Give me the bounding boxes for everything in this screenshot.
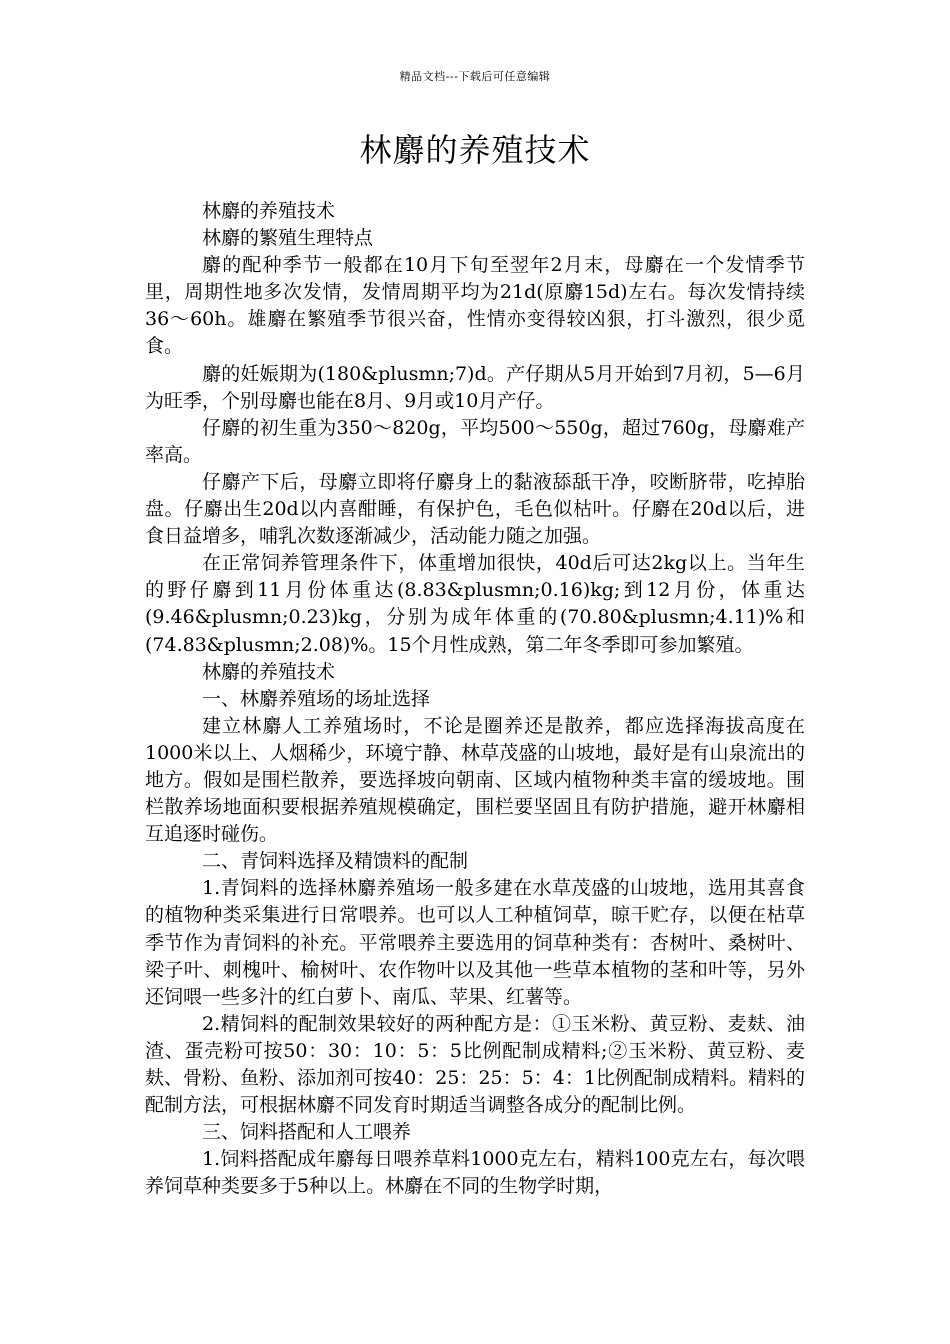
paragraph: 在正常饲养管理条件下，体重增加很快，40d后可达2kg以上。当年生的野仔麝到11月份体重达(8.83&plusmn;0.16)kg;到12月份，体重达(9.46&plusmn;0.23)kg，分别为成年体重的(70.80&plusmn;4.11)%和(74.83&plusmn;2.08)%。15个月性成熟，第二年冬季即可参加繁殖。 — [145, 552, 805, 656]
page-header: 精品文档---下载后可任意编辑 — [399, 70, 551, 83]
paragraph: 麝的配种季节一般都在10月下旬至翌年2月末，母麝在一个发情季节里，周期性地多次发情，发情周期平均为21d(原麝15d)左右。每次发情持续36～60h。雄麝在繁殖季节很兴奋，性情亦变得较凶狠，打斗激烈，很少觅食。 — [145, 254, 805, 358]
document-title: 林麝的养殖技术 — [359, 131, 591, 169]
paragraph: 1.青饲料的选择林麝养殖场一般多建在水草茂盛的山坡地，选用其喜食的植物种类采集进行日常喂养。也可以人工种植饲草，晾干贮存，以便在枯草季节作为青饲料的补充。平常喂养主要选用的饲草种类有：杏树叶、桑树叶、梁子叶、刺槐叶、榆树叶、农作物叶以及其他一些草本植物的茎和叶等，另外还饲喂一些多汁的红白萝卜、南瓜、苹果、红薯等。 — [145, 877, 805, 1008]
paragraph: 麝的妊娠期为(180&plusmn;7)d。产仔期从5月开始到7月初，5—6月为旺季，个别母麝也能在8月、9月或10月产仔。 — [145, 362, 805, 412]
paragraph: 仔麝产下后，母麝立即将仔麝身上的黏液舔舐干净，咬断脐带，吃掉胎盘。仔麝出生20d以内喜酣睡，有保护色，毛色似枯叶。仔麝在20d以后，进食日益增多，哺乳次数逐渐减少，活动能力随之加强。 — [145, 470, 805, 548]
document-body — [145, 198, 805, 1200]
paragraph: 1.饲料搭配成年麝每日喂养草料1000克左右，精料100克左右，每次喂养饲草种类要多于5种以上。林麝在不同的生物学时期， — [145, 1148, 805, 1198]
paragraph: 林麝的养殖技术 — [202, 660, 336, 683]
paragraph: 一、林麝养殖场的场址选择 — [202, 687, 431, 710]
paragraph: 2.精饲料的配制效果较好的两种配方是：①玉米粉、黄豆粉、麦麸、油渣、蛋壳粉可按50：30：10：5：5比例配制成精料;②玉米粉、黄豆粉、麦麸、骨粉、鱼粉、添加剂可按40：25：25：5：4：1比例配制成精料。精料的配制方法，可根据林麝不同发育时期适当调整各成分的配制比例。 — [145, 1012, 805, 1117]
paragraph: 建立林麝人工养殖场时，不论是圈养还是散养，都应选择海拔高度在1000米以上、人烟稀少，环境宁静、林草茂盛的山坡地，最好是有山泉流出的地方。假如是围栏散养，要选择坡向朝南、区域内植物种类丰富的缓坡地。围栏散养场地面积要根据养殖规模确定，围栏要坚固且有防护措施，避开林麝相互追逐时碰伤。 — [145, 714, 805, 846]
paragraph: 林麝的养殖技术 — [202, 200, 336, 222]
paragraph: 三、饲料搭配和人工喂养 — [202, 1121, 412, 1144]
paragraph: 二、青饲料选择及精馈料的配制 — [202, 850, 469, 873]
paragraph: 仔麝的初生重为350～820g，平均500～550g，超过760g，母麝难产率高。 — [145, 416, 805, 466]
paragraph: 林麝的繁殖生理特点 — [202, 227, 374, 250]
